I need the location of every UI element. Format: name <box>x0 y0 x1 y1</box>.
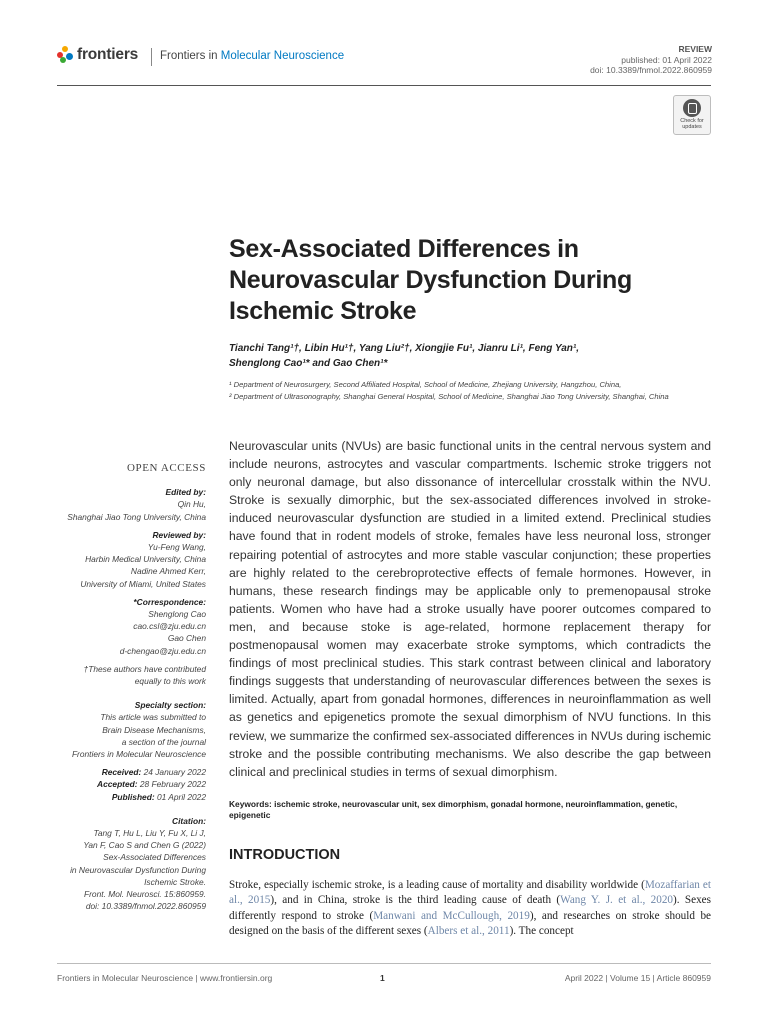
citation-label: Citation: <box>172 815 206 826</box>
article-title: Sex-Associated Differences in Neurovascular Dysfunction During Ischemic Stroke <box>229 235 632 325</box>
abstract: Neurovascular units (NVUs) are basic functional units in the central nervous system and include neurons, astrocytes and vascular compartments. Ischemic stroke triggers not only neuronal damage, but also dissonance of intercellular crosstalk within the NVU. Stroke is sexually dimorphic, but the sex-associated differences involved in stroke-induced neurovascular dysfunction are studied in a limited extend. Preclinical studies have found that in rodent models of stroke, females have less neuronal loss, stronger repairing potential of astrocytes and more stable vascular conjunction; these properties are highly related to the cerebroprotective effects of female hormones. However, in humans, these research findings may be applicable only to premenopausal stroke patients. Women who have had a stroke usually have poorer outcomes compared to men, and because stoke is age-related, hormone replacement therapy for postmenopausal women may exacerbate stroke symptoms, which contradicts the findings of most preclinical studies. This stark contrast between clinical and laboratory findings suggests that understanding of neurovascular differences between the sexes is limited. Actually, apart from gonadal hormones, differences in neuroinflammation as well as genetics and epigenetics promote the sexual dimorphism of NVU functions. In this review, we summarize the confirmed sex-associated differences in NVUs during ischemic stroke and the possible contributing mechanisms. We also describe the gap between clinical and preclinical studies in terms of sexual dimorphism. <box>229 439 711 779</box>
citation-line: Sex-Associated Differences <box>103 852 206 863</box>
received-label: Received: <box>101 767 142 778</box>
accepted-label: Accepted: <box>97 779 138 790</box>
correspondent-name: Shenglong Cao <box>148 609 206 620</box>
citation-link[interactable]: Manwani and McCullough, 2019 <box>373 909 530 922</box>
specialty-section-label: Specialty section: <box>134 700 206 711</box>
keywords: Keywords: ischemic stroke, neurovascular unit, sex dimorphism, gonadal hormone, neuroinflammation, genetic, epigenetic <box>229 799 678 820</box>
editor-name[interactable]: Qin Hu, <box>177 499 206 510</box>
frontiers-logo-icon <box>57 46 73 64</box>
reviewed-by-label: Reviewed by: <box>152 529 206 540</box>
accepted-date <box>56 778 206 790</box>
intro-text-5: ). The concept <box>509 924 574 937</box>
citation-line: Front. Mol. Neurosci. 15:860959. <box>84 889 206 900</box>
affiliations <box>229 379 713 404</box>
correspondent-email[interactable]: d-chengao@zju.edu.cn <box>119 645 206 656</box>
specialty-line: Frontiers in Molecular Neuroscience <box>71 749 206 760</box>
frontiers-logo[interactable] <box>57 46 138 64</box>
intro-text-4: ), and researches on stroke should be designed on the basis of the different sexes ( <box>229 909 712 937</box>
citation-link[interactable]: Wang Y. J. et al., 2020 <box>560 894 674 907</box>
specialty-line: This article was submitted to <box>100 712 206 723</box>
header-rule <box>57 85 711 86</box>
citation-doi[interactable]: doi: 10.3389/fnmol.2022.860959 <box>85 901 206 912</box>
footer-issue: April 2022 | Volume 15 | Article 860959 <box>564 973 711 983</box>
reviewer-name[interactable]: Nadine Ahmed Kerr, <box>130 566 206 577</box>
page-number: 1 <box>380 973 385 983</box>
header-divider <box>151 48 152 66</box>
citation-link[interactable]: Mozaffarian et al., 2015 <box>229 879 711 907</box>
author-list <box>229 341 709 371</box>
authors-line-2[interactable]: Shenglong Cao¹* and Gao Chen¹* <box>229 358 388 369</box>
published-label: Published: <box>111 791 155 802</box>
logo-text: frontiers <box>77 46 139 63</box>
open-access-label: OPEN ACCESS <box>126 462 206 474</box>
journal-title: Molecular Neuroscience <box>220 50 345 62</box>
correspondent-email[interactable]: cao.csl@zju.edu.cn <box>133 621 206 632</box>
published-date: published: 01 April 2022 <box>621 54 712 65</box>
citation-line: in Neurovascular Dysfunction During <box>70 864 206 875</box>
citation-link[interactable]: Albers et al., 2011 <box>427 924 510 937</box>
reviewer-affiliation: Harbin Medical University, China <box>85 554 206 565</box>
reviewer-affiliation: University of Miami, United States <box>80 578 206 589</box>
published-value: 01 April 2022 <box>156 791 206 802</box>
citation-line: Ischemic Stroke. <box>144 876 206 887</box>
received-date <box>56 766 206 778</box>
accepted-value: 28 February 2022 <box>139 779 206 790</box>
article-type: REVIEW <box>678 44 712 54</box>
equal-contribution-note: †These authors have contributed <box>83 663 206 674</box>
check-updates-icon <box>683 99 701 117</box>
article-sidebar <box>56 462 206 913</box>
equal-contribution-note: equally to this work <box>134 676 206 687</box>
doi[interactable]: doi: 10.3389/fnmol.2022.860959 <box>590 65 712 75</box>
affiliation-2: ² Department of Ultrasonography, Shanghai General Hospital, School of Medicine, Shanghai Jiao Tong University, Shanghai, China <box>229 392 669 402</box>
reviewer-name[interactable]: Yu-Feng Wang, <box>147 542 206 553</box>
journal-name[interactable] <box>160 50 344 62</box>
check-for-updates-badge[interactable] <box>673 95 711 135</box>
citation-line: Yan F, Cao S and Chen G (2022) <box>83 840 206 851</box>
intro-text-2: ), and in China, stroke is the third leading cause of death ( <box>270 894 561 907</box>
editor-affiliation: Shanghai Jiao Tong University, China <box>67 511 206 522</box>
correspondent-name: Gao Chen <box>167 633 206 644</box>
correspondence-label: *Correspondence: <box>133 596 206 607</box>
intro-text-1: Stroke, especially ischemic stroke, is a leading cause of mortality and disability worldwide ( <box>229 879 645 891</box>
intro-text-3: ). Sexes differently respond to stroke ( <box>229 894 712 922</box>
introduction-text <box>229 878 711 939</box>
journal-prefix: Frontiers in <box>160 50 218 62</box>
introduction-heading: INTRODUCTION <box>229 847 341 863</box>
affiliation-1: ¹ Department of Neurosurgery, Second Affiliated Hospital, School of Medicine, Zhejiang University, Hangzhou, China, <box>229 380 622 389</box>
specialty-line: Brain Disease Mechanisms, <box>102 724 206 735</box>
specialty-line: a section of the journal <box>121 736 206 747</box>
authors-line-1[interactable]: Tianchi Tang¹†, Libin Hu¹†, Yang Liu²†, Xiongjie Fu¹, Jianru Li¹, Feng Yan¹, <box>229 343 580 354</box>
footer-rule <box>57 963 711 964</box>
edited-by-label: Edited by: <box>165 487 206 498</box>
published-date-sidebar <box>56 791 206 803</box>
article-meta <box>590 44 712 76</box>
received-value: 24 January 2022 <box>143 767 206 778</box>
citation-line: Tang T, Hu L, Liu Y, Fu X, Li J, <box>93 828 206 839</box>
footer-journal[interactable]: Frontiers in Molecular Neuroscience | www.frontiersin.org <box>57 973 273 983</box>
check-updates-label: Check for updates <box>680 118 704 130</box>
